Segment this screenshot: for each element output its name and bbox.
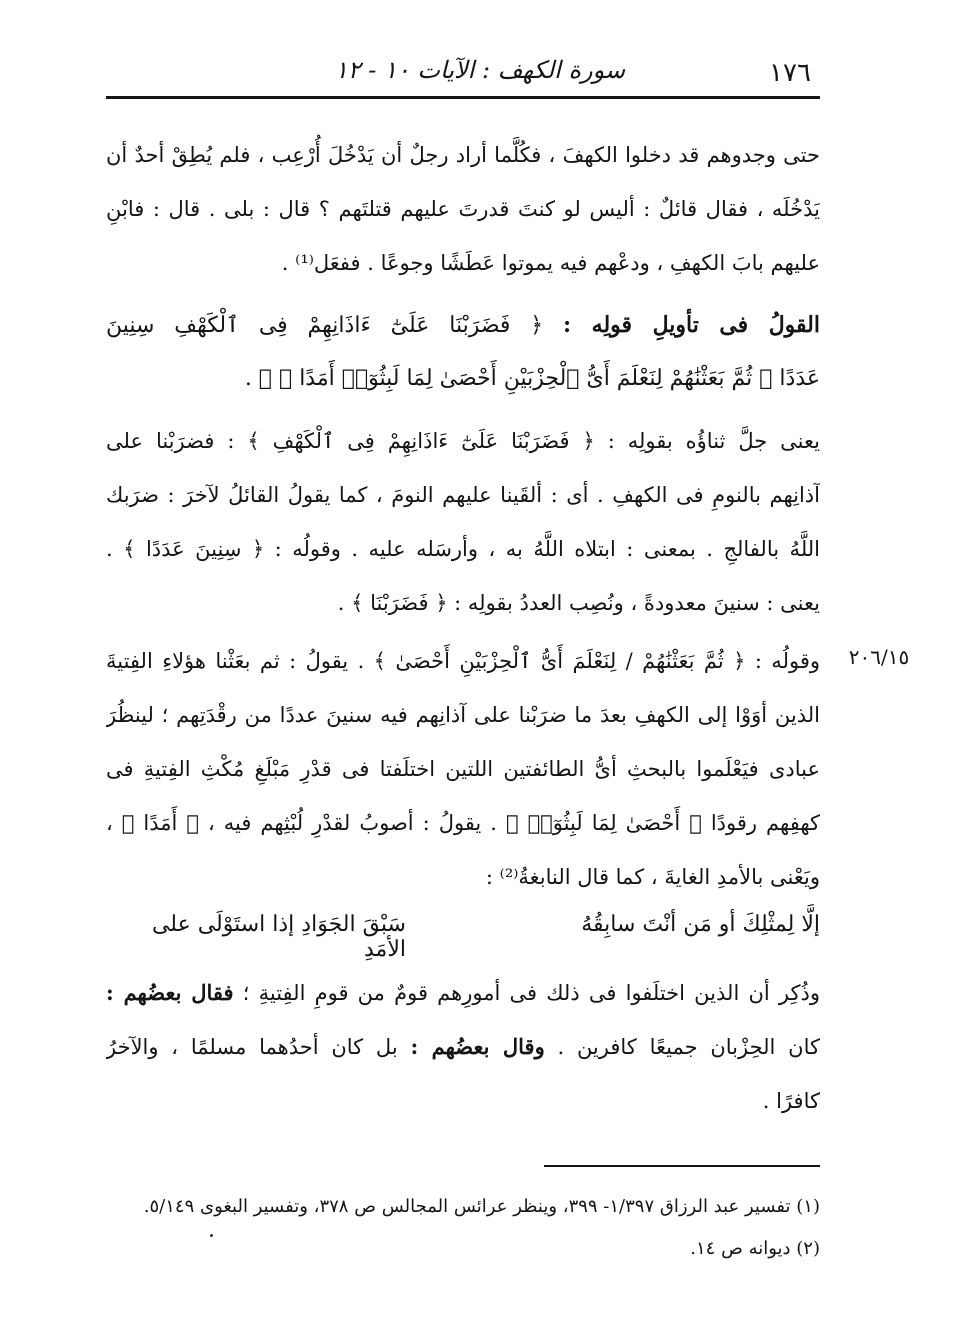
text-line: يَدْخُلَه ، فقال قائلٌ : أليس لو كنتَ قدرتَ عليهم قتلتَهم ؟ قال : بلى . قال : فابْنِ — [106, 197, 820, 221]
verse-hemistich-1: إلَّا لِمثْلِكَ أو مَن أنْتَ سابِقُهُ — [581, 912, 820, 937]
text-line: يعنى جلَّ ثناؤُه بقولِه : ﴿ فَضَرَبْنَا عَلَىٰٓ ءَاذَانِهِمْ فِى ٱلْكَهْفِ ﴾ : فضرَبْنا على — [106, 429, 820, 453]
text-line: كافرًا . — [762, 1089, 820, 1113]
bold-text-run: فقال بعضُهم : — [106, 980, 234, 1005]
heading-line — [106, 298, 820, 352]
bold-text-run: وقال بعضُهم : — [410, 1034, 545, 1059]
text-line: كهفِهم رقودًا ﴿ أَحْصَىٰ لِمَا لَبِثُوٓا۟ ﴾ . يقولُ : أصوبُ لقدْرِ لُبْثِهم فيه ، ﴿ أَمَدًا ﴾ ، — [106, 811, 820, 835]
page-number: ١٧٦ — [769, 58, 811, 88]
text-line: الذين أوَوْا إلى الكهفِ بعدَ ما ضرَبْنا على آذانِهم فيه سنينَ عددًا من رقْدَتِهم ؛ لينظُرَ — [106, 703, 820, 727]
paragraph-3 — [106, 634, 820, 904]
text-run: بل كان أحدُهما مسلمًا ، والآخرُ — [106, 1035, 398, 1059]
footnote-2: (٢) ديوانه ص ١٤. — [690, 1238, 820, 1259]
running-header-title: سورة الكهف : الآيات ١٠ - ١٢ — [334, 56, 626, 84]
heading-label: القولُ فى تأويلِ قولِه : — [563, 312, 820, 338]
margin-reference: ٢٠٦/١٥ — [848, 645, 910, 669]
quran-verse: عَدَدًا ⑪ ثُمَّ بَعَثْنَٰهُمْ لِنَعْلَمَ أَىُّ ٱلْحِزْبَيْنِ أَحْصَىٰ لِمَا لَبِثُوٓا۟ أَمَدًا ⑫ ﴾ . — [244, 366, 820, 391]
text-line: عليهم بابَ الكهفِ ، ودعْهم فيه يموتوا عَطَشًا وجوعًا . ففعَل⁽¹⁾ . — [281, 251, 820, 275]
text-line: حتى وجدوهم قد دخلوا الكهفَ ، فكُلَّما أراد رجلٌ أن يَدْخُلَ أُرْعِب ، فلم يُطِقْ أحدٌ أن — [106, 143, 820, 167]
footnote-rule — [544, 1165, 820, 1167]
section-heading — [106, 298, 820, 406]
text-line: آذانِهم بالنومِ فى الكهفِ . أى : ألقَينا عليهم النومَ ، كما يقولُ القائلُ لآخرَ : ضرَبك — [106, 483, 820, 507]
paragraph-2 — [106, 414, 820, 630]
header-rule — [106, 96, 820, 99]
text-line: اللَّهُ بالفالجِ . بمعنى : ابتلاه اللَّهُ به ، وأرسَله عليه . وقولُه : ﴿ سِنِينَ عَدَدًا ﴾ . — [106, 537, 820, 561]
text-line: عبادى فيَعْلَموا بالبحثِ أىُّ الطائفتين اللتين اختلَفتا فى قدْرِ مَبْلَغِ مُكْثِ الفِتيةِ فى — [106, 757, 820, 781]
text-line: وقولُه : ﴿ ثُمَّ بَعَثْنَٰهُمْ / لِنَعْلَمَ أَىُّ ٱلْحِزْبَيْنِ أَحْصَىٰ ﴾ . يقولُ : ثم بعَثْنا هؤلاءِ الفِتيةَ — [106, 649, 820, 673]
paragraph-1 — [106, 128, 820, 290]
text-line: ويَعْنى بالأمدِ الغايةَ ، كما قال النابغةُ⁽²⁾ : — [485, 865, 820, 889]
quran-verse: ﴿ فَضَرَبْنَا عَلَىٰٓ ءَاذَانِهِمْ فِى ٱلْكَهْفِ سِنِينَ — [106, 313, 544, 338]
text-line: يعنى : سنينَ معدودةً ، ونُصِب العددُ بقولِه : ﴿ فَضَرَبْنَا ﴾ . — [337, 591, 820, 615]
footnote-1: (١) تفسير عبد الرزاق ١/٣٩٧- ٣٩٩، وينظر عرائس المجالس ص ٣٧٨، وتفسير البغوى ٥/١٤٩. — [143, 1196, 820, 1217]
text-line — [106, 1020, 820, 1074]
verse-hemistich-2: سَبْقَ الجَوَادِ إذا استَوْلَى على الأمَدِ — [151, 912, 406, 962]
text-run: كان الحِزْبان جميعًا كافرين . — [557, 1035, 820, 1059]
paragraph-4 — [106, 966, 820, 1128]
text-run: وذُكِر أن الذين اختلَفوا فى ذلك فى أمورِهم قومٌ من قومِ الفِتيةِ ؛ — [242, 981, 820, 1005]
text-line — [106, 966, 820, 1020]
ink-speck — [210, 1234, 213, 1237]
